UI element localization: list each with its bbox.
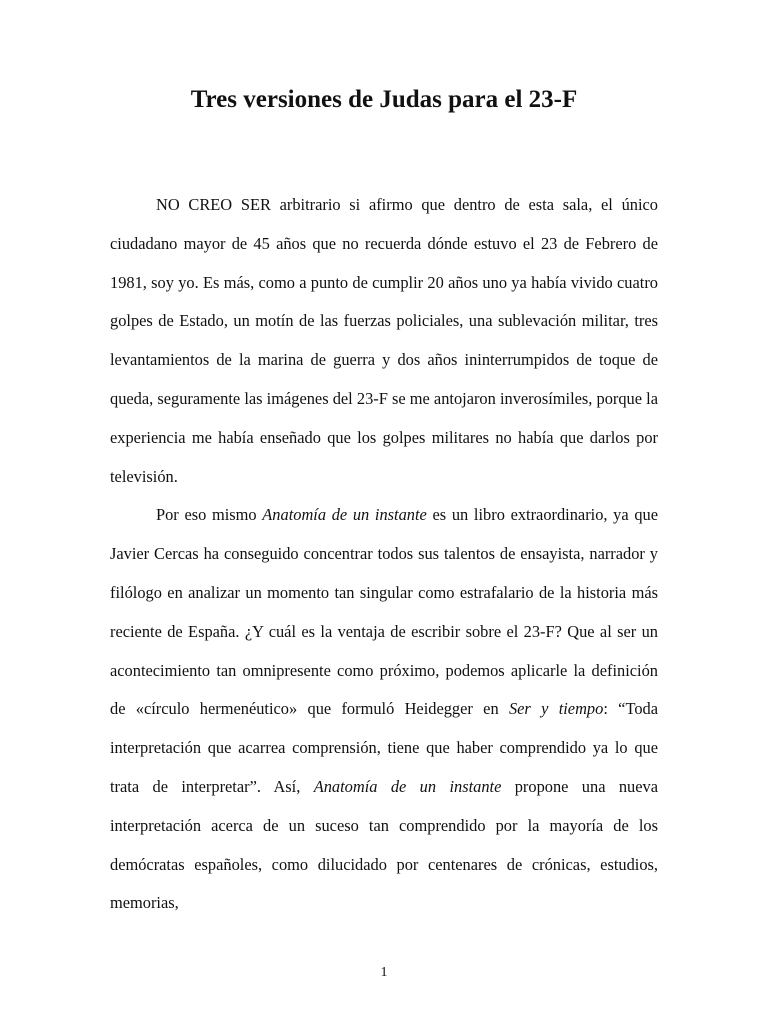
page-number: 1 — [380, 965, 388, 980]
paragraph-1-segment-1: NO CREO SER arbitrario si afirmo que dentro de esta sala, el único ciudadano mayor de 45 años que no recuerda dónde estuvo el 23 de Febrero de 1981, soy yo. Es más, como a punto de cumplir 20 años uno ya había vivido cuatro golpes de Estado, un motín de las fuerzas policiales, una sublevación militar, tres levantamientos de la marina de guerra y dos años ininterrumpidos de toque de queda, seguramente las imágenes del 23-F se me antojaron inverosímiles, porque la experiencia me había enseñado que los golpes militares no había que darlos por televisión. — [110, 195, 658, 486]
paragraph-2-segment-3: es un libro extraordinario, ya que Javier Cercas ha conseguido concentrar todos sus talentos de ensayista, narrador y filólogo en analizar un momento tan singular como estrafalario de la historia más reciente de España. ¿Y cuál es la ventaja de escribir sobre el 23-F? Que al ser un acontecimiento tan omnipresente como próximo, podemos aplicarle la definición de «círculo hermenéutico» que formuló Heidegger en — [110, 505, 658, 719]
paragraph-2 — [110, 496, 658, 923]
book-title-italic-2: Anatomía de un instante — [313, 776, 502, 796]
page-title: Tres versiones de Judas para el 23-F — [190, 86, 578, 113]
paragraph-2-segment-5: : “Toda interpretación que acarrea comprensión, tiene que haber comprendido ya lo que trata de interpretar”. Así, — [110, 699, 658, 796]
work-title-italic: Ser y tiempo — [508, 699, 604, 719]
book-title-italic: Anatomía de un instante — [262, 505, 427, 525]
paragraph-2-segment-1: Por eso mismo — [156, 505, 263, 525]
paragraph-2-segment-7: propone una nueva interpretación acerca de un suceso tan comprendido por la mayoría de los demócratas españoles, como dilucidado por centenares de crónicas, estudios, memorias, — [110, 776, 658, 913]
body-text — [110, 186, 658, 923]
paragraph-1 — [110, 186, 658, 496]
